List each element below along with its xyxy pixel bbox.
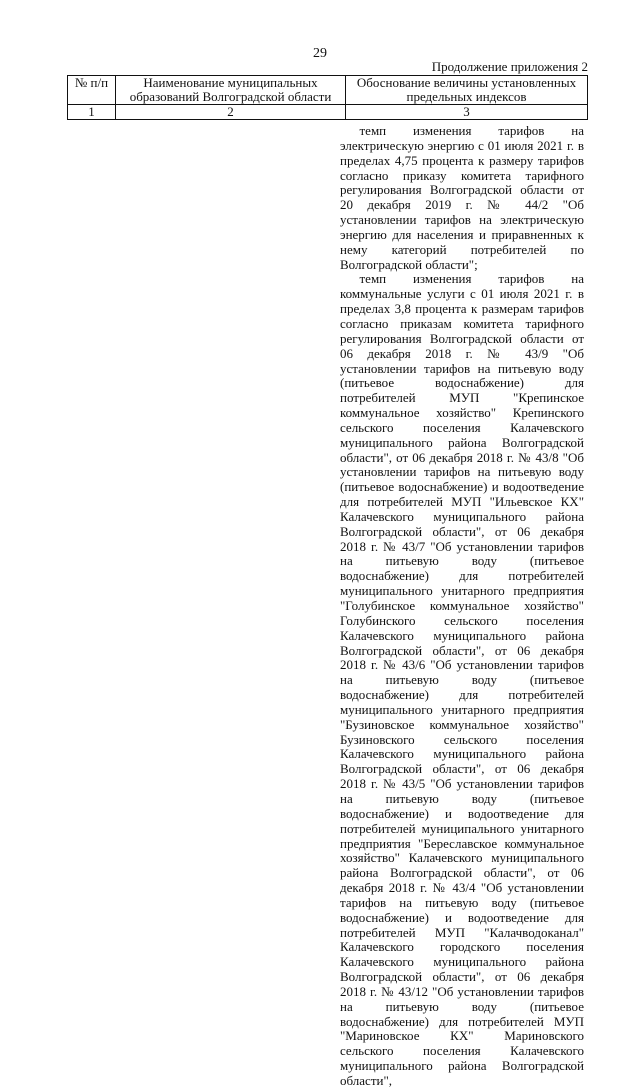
header-municipality: Наименование муниципальных образований Волгоградской области — [116, 76, 346, 105]
header-row — [68, 76, 588, 105]
column-number-3: 3 — [346, 105, 588, 120]
paragraph-utilities: темп изменения тарифов на коммунальные услуги с 01 июля 2021 г. в пределах 3,8 процента к размерам тарифов согласно приказам комитета тарифного регулирования Волгоградской области от 06 декабря 2018 г. № 43/9 "Об установлении тарифов на питьевую воду (питьевое водоснабжение) для потребителей МУП "Крепинское коммунальное хозяйство" Крепинского сельского поселения Калачевского муниципального района Волгоградской области", от 06 декабря 2018 г. № 43/8 "Об установлении тарифов на питьевую воду (питьевое водоснабжение) и водоотведение для потребителей МУП "Ильевское КХ" Калачевского муниципального района Волгоградской области", от 06 декабря 2018 г. № 43/7 "Об установлении тарифов на питьевую воду (питьевое водоснабжение) для потребителей муниципального унитарного предприятия "Голубинское коммунальное хозяйство" Голубинского сельского поселения Калачевского муниципального района Волгоградской области", от 06 декабря 2018 г. № 43/6 "Об установлении тарифов на питьевую воду (питьевое водоснабжение) для потребителей муниципального унитарного предприятия "Бузиновское коммунальное хозяйство" Бузиновского сельского поселения Калачевского муниципального района Волгоградской области", от 06 декабря 2018 г. № 43/5 "Об установлении тарифов на питьевую воду (питьевое водоснабжение) и водоотведение для потребителей муниципального унитарного предприятия "Береславское коммунальное хозяйство" Калачевского муниципального района Волгоградской области", от 06 декабря 2018 г. № 43/4 "Об установлении тарифов на питьевую воду (питьевое водоснабжение) и водоотведение для потребителей МУП "Калачводоканал" Калачевского городского поселения Калачевского муниципального района Волгоградской области", от 06 декабря 2018 г. № 43/12 "Об установлении тарифов на питьевую воду (питьевое водоснабжение) для потребителей МУП "Мариновское КХ" Мариновского сельского поселения Калачевского муниципального района Волгоградской области", — [340, 271, 584, 1088]
header-table — [67, 75, 588, 120]
header-number: № п/п — [68, 76, 116, 105]
header-justification: Обоснование величины установленных предельных индексов — [346, 76, 588, 105]
column-number-1: 1 — [68, 105, 116, 120]
column-number-row — [68, 105, 588, 120]
paragraph-electricity: темп изменения тарифов на электрическую энергию с 01 июля 2021 г. в пределах 4,75 процента к размеру тарифов согласно приказу комитета тарифного регулирования Волгоградской области от 20 декабря 2019 г. № 44/2 "Об установлении тарифов на электрическую энергию для населения и приравненных к нему категорий потребителей по Волгоградской области"; — [340, 123, 584, 272]
column-number-2: 2 — [116, 105, 346, 120]
page-number: 29 — [313, 46, 327, 61]
continuation-label: Продолжение приложения 2 — [431, 59, 588, 74]
justification-text — [340, 124, 584, 1089]
